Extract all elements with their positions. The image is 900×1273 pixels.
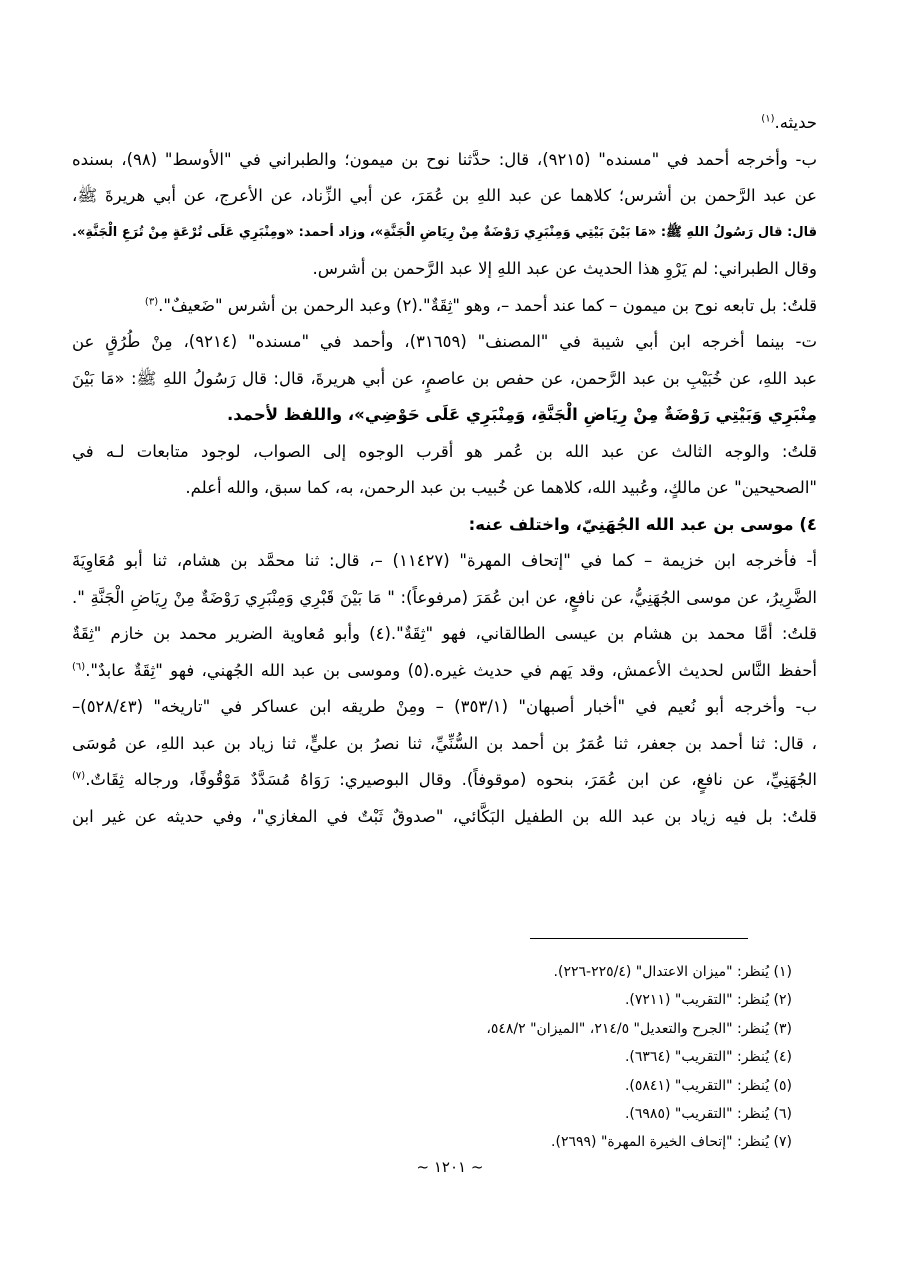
text-line-9: مِنْبَرِي وَبَيْتِي رَوْضَةٌ مِنْ رِيَاضِ الْجَنَّةِ، وَمِنْبَرِي عَلَى حَوْضِي»، واللفظ لأحمد. bbox=[227, 405, 817, 424]
footnote: (١) يُنظر: "ميزان الاعتدال" (٢٢٥/٤-٢٢٦). bbox=[553, 964, 792, 980]
text-line-15: قلتُ: أمَّا محمد بن هشام بن عيسى الطالقاني، فهو "ثِقَةٌ".(٤) وأبو مُعاوية الضرير محمد بن خازم "ثِقَةٌ bbox=[72, 624, 817, 643]
text-line-5: وقال الطبراني: لم يَرْوِ هذا الحديث عن عبد اللهِ إلا عبد الرَّحمن بن أشرس. bbox=[312, 259, 817, 278]
text-line-13: أ- فأخرجه ابن خزيمة – كما في "إتحاف المهرة" (١١٤٢٧) –، قال: ثنا محمَّد بن هشام، ثنا أبو مُعَاوِيَةَ bbox=[72, 551, 817, 570]
text-line-11: "الصحيحين" عن مالكٍ، وعُبيد الله، كلاهما عن خُبيب بن عبد الرحمن، به، كما سبق، والله أعلم. bbox=[185, 478, 817, 497]
text-line-20: قلتُ: بل فيه زياد بن عبد الله بن الطفيل البَكَّائي، "صدوقٌ ثَبْتٌ في المغازي"، وفي حديثه عن غير ابن bbox=[72, 806, 817, 826]
text-line-7: ت- بينما أخرجه ابن أبي شيبة في "المصنف" (٣١٦٥٩)، وأحمد في "مسنده" (٩٢١٤)، مِنْ طُرُقٍ عن bbox=[72, 332, 817, 351]
section-heading: ٤) موسى بن عبد الله الجُهَنِيّ، واختلف عنه: bbox=[468, 514, 817, 534]
text-line-17: ب- وأخرجه أبو نُعيم في "أخبار أصبهان" (٣٥٣/١) – ومِنْ طريقه ابن عساكر في "تاريخه" (٥٢٨/٤٣)– bbox=[72, 697, 817, 716]
text-line-1: حديثه.$^{(١)}$ bbox=[761, 113, 817, 132]
text-line-8: عبد اللهِ، عن خُبَيْبِ بن عبد الرَّحمن، عن حفص بن عاصمٍ، عن أبي هريرةَ، قال: قال رَسُولُ اللهِ ﷺ: «مَا بَيْنَ bbox=[72, 368, 817, 388]
text-line-14: الضَّرِيرُ، عن موسى الجُهَنِيُّ، عن نافعٍ، عن ابن عُمَرَ (مرفوعاً): " مَا بَيْنَ قَبْرِي وَمِنْبَرِي رَوْضَةٌ مِنْ رِيَاضِ الْجَنَّةِ ". bbox=[72, 587, 817, 607]
footnotes bbox=[272, 958, 792, 1157]
footnote: (٥) يُنظر: "التقريب" (٥٨٤١). bbox=[624, 1077, 792, 1094]
footnote: (٢) يُنظر: "التقريب" (٧٢١١). bbox=[624, 992, 792, 1009]
text-line-2: ب- وأخرجه أحمد في "مسنده" (٩٢١٥)، قال: حدَّثنا نوح بن ميمون؛ والطبراني في "الأوسط" (٩٨)، بسنده bbox=[72, 149, 817, 169]
text-line-3: عن عبد الرَّحمن بن أشرس؛ كلاهما عن عبد اللهِ بن عُمَرَ، عن أبي الزِّناد، عن الأعرج، عن أبي هريرةَ ﷺ، bbox=[72, 186, 817, 205]
footnote: (٤) يُنظر: "التقريب" (٦٣٦٤). bbox=[624, 1049, 792, 1066]
footnote: (٧) يُنظر: "إتحاف الخيرة المهرة" (٢٦٩٩). bbox=[551, 1134, 792, 1151]
footnote: (٣) يُنظر: "الجرح والتعديل" ٢١٤/٥، "الميزان" ٥٤٨/٢، bbox=[486, 1020, 792, 1037]
main-text bbox=[72, 105, 817, 835]
footnote-divider bbox=[530, 938, 748, 939]
text-line-10: قلتُ: والوجه الثالث عن عبد الله بن عُمر هو أقرب الوجوه إلى الصواب، لوجود متابعات لـه في bbox=[72, 441, 817, 461]
text-line-16: أحفظ النَّاس لحديث الأعمش، وقد يَهم في حديث غيره.(٥) وموسى بن عبد الله الجُهني، فهو "ثِقَةٌ عابدٌ".$^{(٦)}$ bbox=[72, 660, 817, 680]
text-line-18: ، قال: ثنا أحمد بن جعفر، ثنا عُمَرُ بن أحمد بن السُّنِّيِّ، ثنا نصرُ بن عليٍّ، ثنا زياد بن عبد اللهِ، عن مُوسَى bbox=[72, 733, 817, 753]
text-line-4: قال: قال رَسُولُ اللهِ ﷺ: «مَا بَيْنَ بَيْتِي وَمِنْبَرِي رَوْضَةٌ مِنْ رِيَاضِ الْجَنَّةِ»، وزاد أحمد: «ومِنْبَرِي عَلَى تُرْعَةٍ مِنْ تُرَعِ الْجَنَّةِ». bbox=[72, 224, 817, 240]
text-line-6: قلتُ: بل تابعه نوح بن ميمون – كما عند أحمد –، وهو "ثِقَةٌ".(٢) وعبد الرحمن بن أشرس "ضَعيفٌ".$^{(٣)}$ bbox=[144, 295, 817, 315]
footnote: (٦) يُنظر: "التقريب" (٦٩٨٥). bbox=[624, 1105, 792, 1122]
page-number: ~ ١٢٠١ ~ bbox=[416, 1158, 484, 1176]
text-line-19: الجُهَنِيِّ، عن نافعٍ، عن ابن عُمَرَ، بنحوه (موقوفاً). وقال البوصيري: رَوَاهُ مُسَدَّدٌ مَوْقُوفًا، ورجاله ثِقَاتٌ.$^{(٧)}$ bbox=[72, 770, 817, 789]
